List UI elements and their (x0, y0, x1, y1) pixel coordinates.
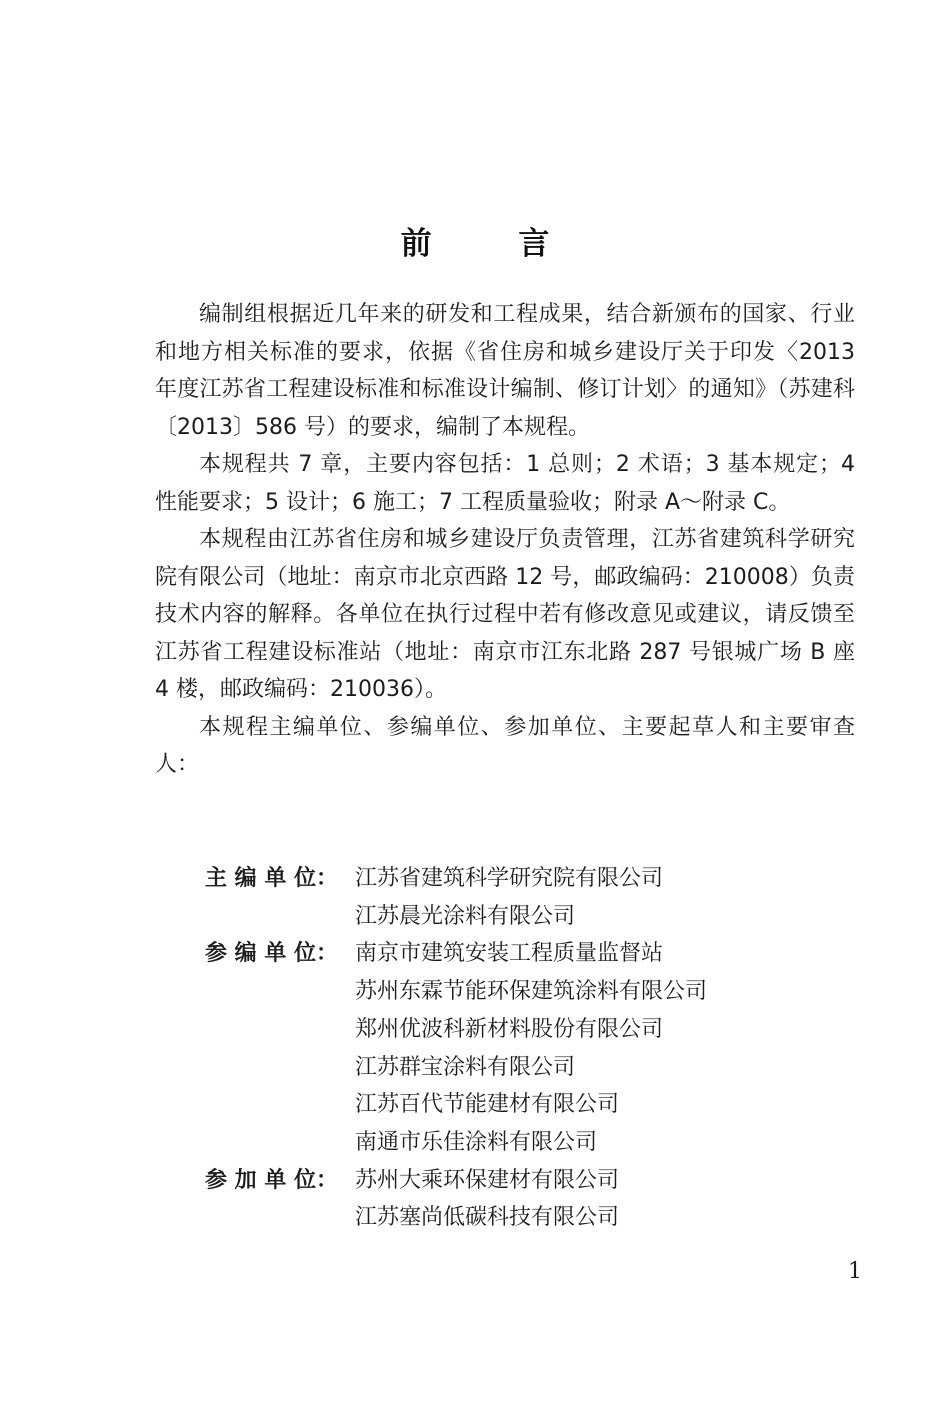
unit-item: 南通市乐佳涂料有限公司 (355, 1129, 598, 1155)
unit-label: 主 编 单 位： (205, 866, 338, 891)
units-list (205, 860, 855, 1237)
paragraph-units-intro: 本规程主编单位、参编单位、参加单位、主要起草人和主要审查人： (155, 714, 855, 777)
unit-item: 苏州大乘环保建材有限公司 (355, 1167, 620, 1193)
participating-units (205, 1162, 855, 1237)
unit-items (355, 860, 855, 935)
unit-item: 江苏省建筑科学研究院有限公司 (355, 866, 664, 891)
paragraph-management: 本规程由江苏省住房和城乡建设厅负责管理，江苏省建筑科学研究院有限公司（地址：南京市北京西路 12 号，邮政编码：210008）负责技术内容的解释。各单位在执行过程中若有修改意见或建议，请反馈至江苏省工程建设标准站（地址：南京市江东北路 287 号银城广场 B 座 4 楼，邮政编码：210036）。 (155, 527, 855, 702)
unit-item: 江苏塞尚低碳科技有限公司 (355, 1205, 620, 1231)
unit-item: 江苏晨光涂料有限公司 (355, 903, 576, 929)
unit-items (355, 1162, 855, 1237)
participating-editor-units (205, 935, 855, 1161)
paragraph-contents: 本规程共 7 章，主要内容包括：1 总则；2 术语；3 基本规定；4 性能要求；5 设计；6 施工；7 工程质量验收；附录 A～附录 C。 (155, 452, 855, 515)
unit-label: 参 编 单 位： (205, 941, 338, 967)
preface-body (155, 296, 855, 784)
page-number: 1 (848, 1259, 862, 1284)
unit-item: 郑州优波科新材料股份有限公司 (355, 1016, 664, 1042)
unit-items (355, 935, 855, 1161)
unit-item: 南京市建筑安装工程质量监督站 (355, 941, 664, 967)
unit-label: 参 加 单 位： (205, 1167, 338, 1193)
unit-item: 苏州东霖节能环保建筑涂料有限公司 (355, 979, 708, 1005)
page-title: 前 言 (400, 226, 588, 262)
unit-item: 江苏群宝涂料有限公司 (355, 1054, 576, 1080)
unit-item: 江苏百代节能建材有限公司 (355, 1092, 620, 1118)
chief-editor-units (205, 860, 855, 935)
paragraph-background: 编制组根据近几年来的研发和工程成果，结合新颁布的国家、行业和地方相关标准的要求，依据《省住房和城乡建设厅关于印发〈2013 年度江苏省工程建设标准和标准设计编制、修订计划〉的通知》（苏建科〔2013〕586 号）的要求，编制了本规程。 (155, 302, 855, 440)
